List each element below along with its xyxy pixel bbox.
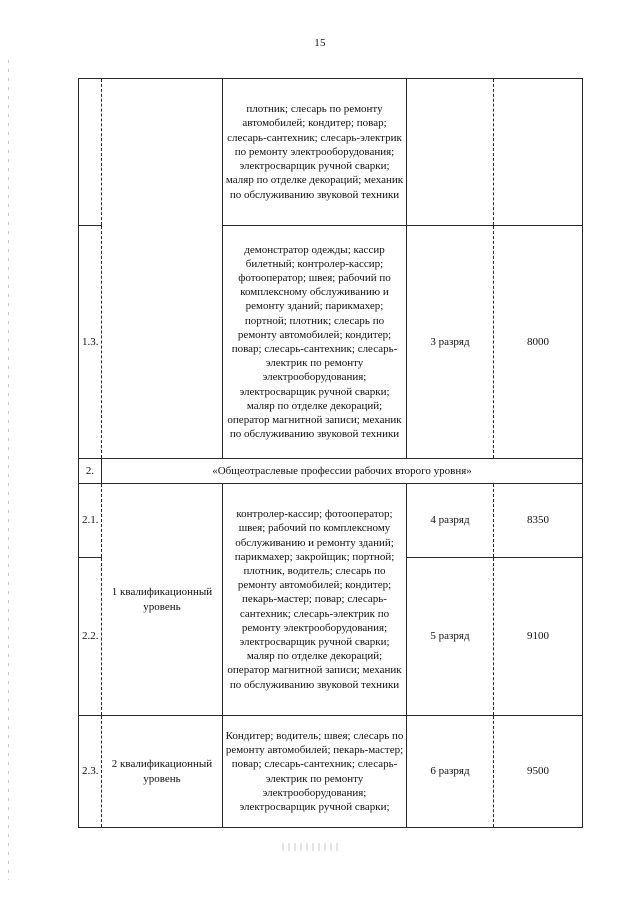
salary-cell: 8350 [494, 484, 583, 558]
row-number-cell: 2.2. [79, 558, 102, 716]
row-number-cell: 2.3. [79, 716, 102, 828]
scan-bleed-artifact [282, 843, 342, 851]
row-number-cell: 1.3. [79, 226, 102, 459]
salary-cell [494, 79, 583, 226]
salary-cell: 9100 [494, 558, 583, 716]
section-title-cell: «Общеотраслевые профессии рабочих второго уровня» [102, 459, 583, 484]
qualification-level-cell: 2 квалификационный уровень [102, 716, 223, 828]
salary-table [78, 78, 583, 828]
grade-cell [407, 79, 494, 226]
grade-cell: 4 разряд [407, 484, 494, 558]
professions-cell: контролер-кассир; фотооператор; швея; рабочий по комплексному обслуживанию и ремонту зданий; парикмахер; закройщик; портной; плотник, водитель; слесарь по ремонту автомобилей; кондитер; пекарь-мастер; повар; слесарь-сантехник; слесарь-электрик по ремонту электрооборудования; электросварщик ручной сварки; маляр по отделке декораций; оператор магнитной записи; механик по обслуживанию звуковой техники [223, 484, 407, 716]
row-number-cell [79, 79, 102, 226]
qualification-level-cell: 1 квалификационный уровень [102, 484, 223, 716]
salary-cell: 8000 [494, 226, 583, 459]
table-row [79, 484, 583, 558]
salary-cell: 9500 [494, 716, 583, 828]
grade-cell: 5 разряд [407, 558, 494, 716]
row-number-cell: 2.1. [79, 484, 102, 558]
grade-cell: 6 разряд [407, 716, 494, 828]
grade-cell: 3 разряд [407, 226, 494, 459]
qualification-level-cell [102, 79, 223, 459]
section-number-cell: 2. [79, 459, 102, 484]
page-number: 15 [314, 37, 326, 49]
professions-cell: демонстратор одежды; кассир билетный; контролер-кассир; фотооператор; швея; рабочий по комплексному обслуживанию и ремонту зданий; парикмахер; портной; плотник; слесарь по ремонту автомобилей; кондитер; повар; слесарь-сантехник; слесарь-электрик по ремонту электрооборудования; электросварщик ручной сварки; маляр по отделке декораций; оператор магнитной записи; механик по обслуживанию звуковой техники [223, 226, 407, 459]
scan-margin-artifact [8, 60, 9, 880]
table-row [79, 79, 583, 226]
table-row [79, 716, 583, 828]
professions-cell: Кондитер; водитель; швея; слесарь по ремонту автомобилей; пекарь-мастер; повар; слесарь-сантехник; слесарь-электрик по ремонту электрооборудования; электросварщик ручной сварки; [223, 716, 407, 828]
professions-cell: плотник; слесарь по ремонту автомобилей; кондитер; повар; слесарь-сантехник; слесарь-электрик по ремонту электрооборудования; электросварщик ручной сварки; маляр по отделке декораций; механик по обслуживанию звуковой техники [223, 79, 407, 226]
section-header-row [79, 459, 583, 484]
